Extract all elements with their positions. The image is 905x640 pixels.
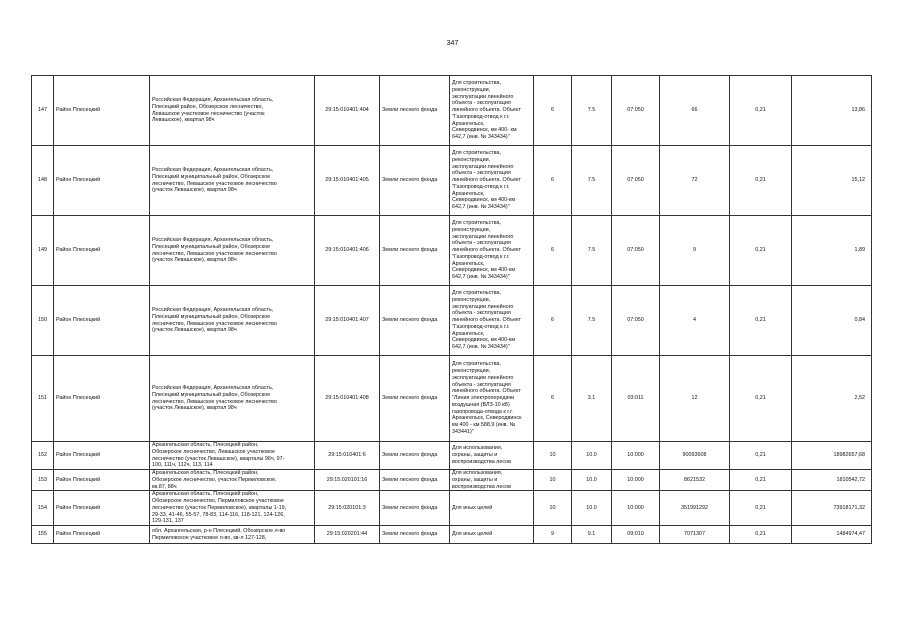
- cell-c6: 18982657,68: [792, 442, 872, 470]
- cell-c5: 0,21: [730, 286, 792, 356]
- cell-district: Район Плесецкий: [54, 356, 150, 442]
- cell-category: Земли лесного фонда: [380, 286, 450, 356]
- cell-district: Район Плесецкий: [54, 442, 150, 470]
- cell-category: Земли лесного фонда: [380, 356, 450, 442]
- cell-c3: 09:010: [612, 526, 660, 544]
- cell-address: Архангельская область, Плесецкий район, Обозерское лесничество, Пермиловское участковое лесничество (участок Пермиловское), кварталы 1-19, 29-33, 41-46, 55-57, 78-83, 114-116, 118-121, 124-126, 129-131, 137: [150, 491, 315, 526]
- land-registry-table: [31, 75, 872, 544]
- cell-purpose: Для иных целей: [450, 526, 534, 544]
- cell-address: Архангельская область, Плесецкий район, Обозерское лесничество, участок Пермиловское, кв.87, 88ч: [150, 470, 315, 491]
- cell-c2: 3.1: [572, 356, 612, 442]
- cell-district: Район Плесецкий: [54, 76, 150, 146]
- cell-c4: 90093608: [660, 442, 730, 470]
- cell-num: 153: [32, 470, 54, 491]
- cell-cadastral: 29:15:020101:16: [315, 470, 380, 491]
- table-row: [32, 491, 872, 526]
- cell-district: Район Плесецкий: [54, 216, 150, 286]
- cell-category: Земли лесного фонда: [380, 526, 450, 544]
- cell-category: Земли лесного фонда: [380, 216, 450, 286]
- cell-c4: 9: [660, 216, 730, 286]
- cell-num: 152: [32, 442, 54, 470]
- cell-district: Район Плесецкий: [54, 526, 150, 544]
- table-row: [32, 442, 872, 470]
- cell-purpose: Для использования, охраны, защиты и воспроизводства лесов: [450, 470, 534, 491]
- cell-c1: 10: [534, 442, 572, 470]
- cell-num: 151: [32, 356, 54, 442]
- cell-num: 148: [32, 146, 54, 216]
- cell-c5: 0,21: [730, 76, 792, 146]
- cell-cadastral: 29:15:010401:407: [315, 286, 380, 356]
- cell-address: Российская Федерация, Архангельская область, Плесецкий район, Обозерское лесничество, Левашское участковое лесничество (участок Левашское), квартал 98ч: [150, 76, 315, 146]
- cell-purpose: Для строительства, реконструкции, эксплуатации линейного объекта - эксплуатация линейного объекта. Объект "Газопровод-отвод к г.г. Архангельск, Северодвинск, км 400-км 642,7 (инв. № 343434)": [450, 216, 534, 286]
- cell-num: 149: [32, 216, 54, 286]
- cell-c5: 0,21: [730, 216, 792, 286]
- cell-district: Район Плесецкий: [54, 146, 150, 216]
- cell-num: 150: [32, 286, 54, 356]
- cell-address: Архангельская область, Плесецкий район, Обозерское лесничество, Левашское участковое лесничество (участок Левашское), кварталы 96ч, 97- 100, 111ч, 112ч, 113, 114: [150, 442, 315, 470]
- cell-num: 154: [32, 491, 54, 526]
- cell-cadastral: 29:15:020101:3: [315, 491, 380, 526]
- cell-address: обл. Архангельская, р-н Плесецкий, Обозерское л-во Пермиловское участковое л-во, кв-л 127-128,: [150, 526, 315, 544]
- cell-c3: 10:000: [612, 442, 660, 470]
- cell-category: Земли лесного фонда: [380, 470, 450, 491]
- cell-c1: 6: [534, 76, 572, 146]
- cell-c5: 0,21: [730, 470, 792, 491]
- cell-c3: 03:011: [612, 356, 660, 442]
- cell-num: 155: [32, 526, 54, 544]
- table-row: [32, 146, 872, 216]
- table-row: [32, 286, 872, 356]
- table-row: [32, 356, 872, 442]
- cell-purpose: Для использования, охраны, защиты и воспроизводства лесов: [450, 442, 534, 470]
- cell-c4: 351991292: [660, 491, 730, 526]
- cell-c4: 12: [660, 356, 730, 442]
- cell-address: Российская Федерация, Архангельская область, Плесецкий муниципальный район, Обозерское лесничество, Левашское участковое лесничество (участок Левашское), квартал 98ч: [150, 146, 315, 216]
- cell-c1: 10: [534, 470, 572, 491]
- cell-cadastral: 29:15:010401:408: [315, 356, 380, 442]
- table-row: [32, 470, 872, 491]
- cell-purpose: Для строительства, реконструкции, эксплуатации линейного объекта - эксплуатация линейного объекта. Объект "Газопровод-отвод к г.г. Архангельск, Северодвинск, км 400-км 642,7 (инв. № 343434)": [450, 146, 534, 216]
- cell-c4: 7071307: [660, 526, 730, 544]
- cell-address: Российская Федерация, Архангельская область, Плесецкий муниципальный район, Обозерское лесничество, Левашское участковое лесничество (участок Левашское), квартал 98ч: [150, 216, 315, 286]
- cell-category: Земли лесного фонда: [380, 146, 450, 216]
- cell-cadastral: 29:15:010401:405: [315, 146, 380, 216]
- cell-c6: 15,12: [792, 146, 872, 216]
- cell-c4: 72: [660, 146, 730, 216]
- cell-c3: 10:000: [612, 470, 660, 491]
- cell-purpose: Для строительства, реконструкции, эксплуатации линейного объекта - эксплуатация линейного объекта. Объект "Линия электропередачи воздушная (ВЛЗ-10 кВ) газопровода-отвода к г.г. Архангельск, Северодвинск км 400 - км 588,9 (инв. № 343441)": [450, 356, 534, 442]
- page-number: 347: [446, 40, 459, 47]
- cell-c4: 8621532: [660, 470, 730, 491]
- cell-purpose: Для строительства, реконструкции, эксплуатации линейного объекта - эксплуатация линейного объекта. Объект "Газопровод-отвод к г.г. Архангельск, Северодвинск, км 400- км 642,7 (инв. № 343434)": [450, 76, 534, 146]
- cell-category: Земли лесного фонда: [380, 76, 450, 146]
- table-row: [32, 216, 872, 286]
- cell-c6: 13,86: [792, 76, 872, 146]
- cell-c3: 07:050: [612, 216, 660, 286]
- cell-c2: 7.5: [572, 146, 612, 216]
- cell-address: Российская Федерация, Архангельская область, Плесецкий муниципальный район, Обозерское лесничество, Левашское участковое лесничество (участок Левашское), квартал 98ч: [150, 286, 315, 356]
- cell-cadastral: 29:15:010401:6: [315, 442, 380, 470]
- cell-district: Район Плесецкий: [54, 491, 150, 526]
- cell-district: Район Плесецкий: [54, 470, 150, 491]
- cell-c1: 6: [534, 216, 572, 286]
- cell-c2: 10.0: [572, 442, 612, 470]
- cell-c5: 0,21: [730, 146, 792, 216]
- cell-c2: 10.0: [572, 470, 612, 491]
- cell-c6: 2,52: [792, 356, 872, 442]
- cell-c3: 07:050: [612, 146, 660, 216]
- cell-c5: 0,21: [730, 491, 792, 526]
- cell-address: Российская Федерация, Архангельская область, Плесецкий муниципальный район, Обозерское лесничество, Левашское участковое лесничество (участок Левашское), квартал 98ч: [150, 356, 315, 442]
- cell-c2: 10.0: [572, 491, 612, 526]
- table-row: [32, 526, 872, 544]
- cell-category: Земли лесного фонда: [380, 442, 450, 470]
- table-row: [32, 76, 872, 146]
- cell-c3: 07:050: [612, 76, 660, 146]
- cell-category: Земли лесного фонда: [380, 491, 450, 526]
- cell-c1: 6: [534, 356, 572, 442]
- cell-c6: 73918171,32: [792, 491, 872, 526]
- cell-purpose: Для строительства, реконструкции, эксплуатации линейного объекта - эксплуатация линейного объекта. Объект "Газопровод-отвод к г.г. Архангельск, Северодвинск, км 400-км 642,7 (инв. № 343434)": [450, 286, 534, 356]
- cell-cadastral: 29:15:010401:406: [315, 216, 380, 286]
- cell-c4: 4: [660, 286, 730, 356]
- cell-cadastral: 29:15:020201:44: [315, 526, 380, 544]
- cell-c2: 7.5: [572, 76, 612, 146]
- cell-district: Район Плесецкий: [54, 286, 150, 356]
- cell-c6: 1484974,47: [792, 526, 872, 544]
- cell-c1: 6: [534, 146, 572, 216]
- cell-c1: 10: [534, 491, 572, 526]
- cell-c5: 0,21: [730, 356, 792, 442]
- cell-num: 147: [32, 76, 54, 146]
- cell-c6: 1810542,72: [792, 470, 872, 491]
- cell-c5: 0,21: [730, 526, 792, 544]
- cell-c3: 07:050: [612, 286, 660, 356]
- cell-c3: 10:000: [612, 491, 660, 526]
- cell-c1: 6: [534, 286, 572, 356]
- cell-c1: 9: [534, 526, 572, 544]
- cell-c4: 66: [660, 76, 730, 146]
- cell-c2: 7.5: [572, 216, 612, 286]
- cell-c6: 1,89: [792, 216, 872, 286]
- cell-c2: 9.1: [572, 526, 612, 544]
- cell-c6: 0,84: [792, 286, 872, 356]
- cell-purpose: Для иных целей: [450, 491, 534, 526]
- cell-cadastral: 29:15:010401:404: [315, 76, 380, 146]
- cell-c2: 7.5: [572, 286, 612, 356]
- cell-c5: 0,21: [730, 442, 792, 470]
